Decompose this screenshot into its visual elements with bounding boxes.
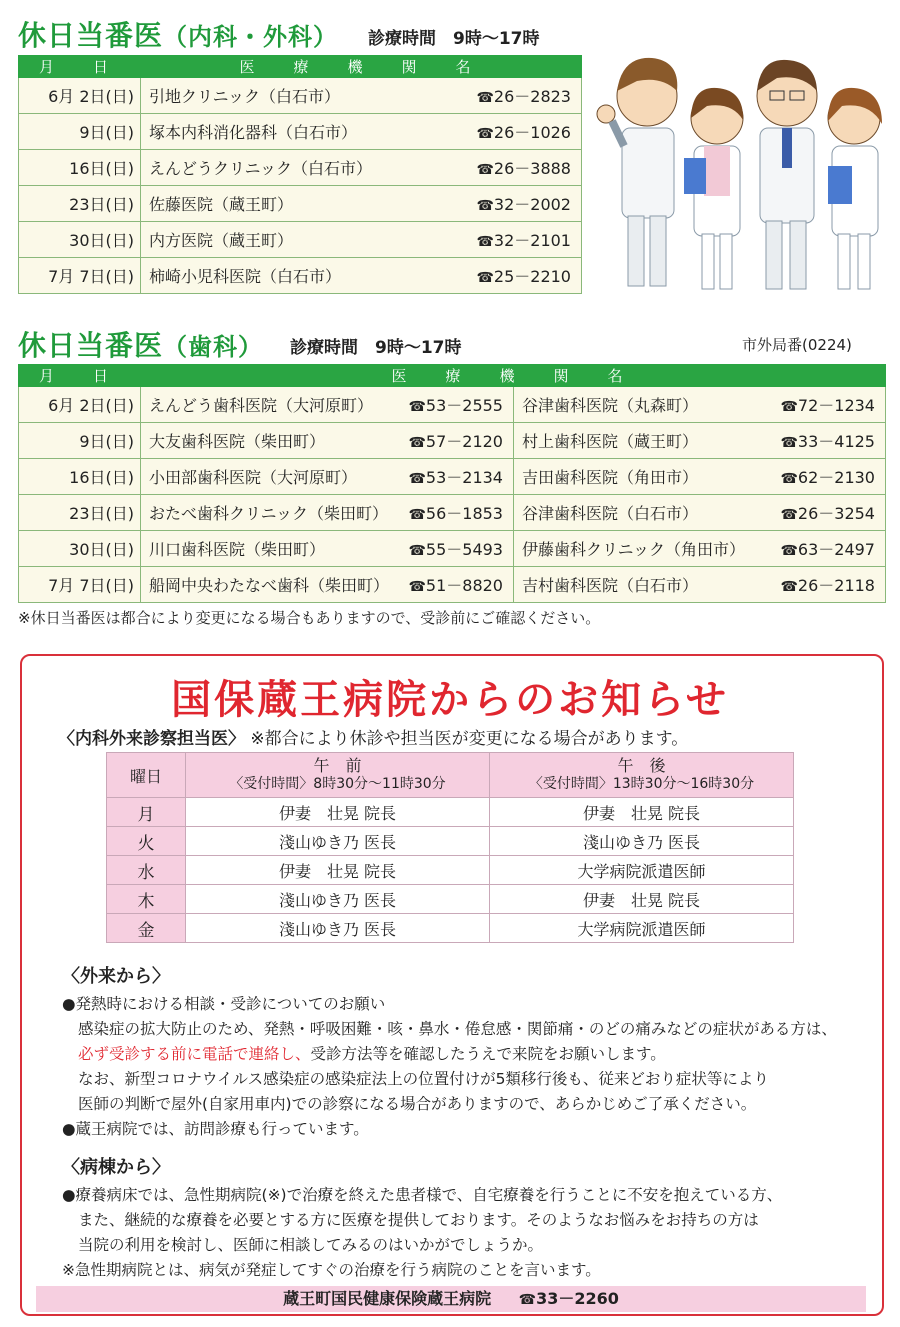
col-name-header: 医 療 機 関 名 (141, 56, 582, 78)
table-row (107, 885, 794, 914)
phone-icon: ☎ (476, 234, 494, 250)
clinic-phone: ☎32－2101 (476, 231, 571, 250)
phone-icon: ☎ (408, 435, 426, 451)
ward-heading: 〈病棟から〉 (62, 1157, 170, 1178)
row-clinic (141, 495, 514, 531)
row-date: 9日(日) (19, 423, 141, 459)
pm-doctor-cell: 淺山ゆき乃 医長 (490, 827, 794, 856)
clinic-name: おたべ歯科クリニック（柴田町） (149, 504, 389, 523)
clinic-name: 塚本内科消化器科（白石市） (149, 123, 358, 142)
clinic-name: えんどうクリニック（白石市） (149, 159, 373, 178)
table-row (19, 459, 886, 495)
table-row (19, 258, 582, 294)
clinic-name: 佐藤医院（蔵王町） (149, 195, 294, 214)
table-header-row (107, 753, 794, 798)
ward-line: ●療養病床では、急性期病院(※)で治療を終えた患者様で、自宅療養を行うことに不安を抱えている方、 (62, 1186, 783, 1204)
internal-title-main: 休日当番医 (18, 19, 164, 52)
clinic-phone: ☎32－2002 (476, 195, 571, 214)
table-row (107, 798, 794, 827)
clinic-phone: ☎26－3888 (476, 159, 571, 178)
weekday-cell: 水 (107, 856, 186, 885)
clinic-phone: ☎51－8820 (408, 576, 503, 595)
clinic-name: 船岡中央わたなべ歯科（柴田町） (149, 576, 390, 595)
row-date: 7月 7日(日) (19, 567, 141, 603)
weekday-cell: 火 (107, 827, 186, 856)
phone-icon: ☎ (780, 435, 798, 451)
clinic-phone: ☎57－2120 (408, 432, 503, 451)
phone-icon: ☎ (780, 579, 798, 595)
nurse-illustration (684, 88, 743, 289)
table-row (19, 387, 886, 423)
row-clinic (514, 423, 886, 459)
phone-icon: ☎ (476, 126, 494, 142)
row-clinic (514, 387, 886, 423)
clinic-name: 谷津歯科医院（丸森町） (522, 396, 699, 415)
ward-line: 当院の利用を検討し、医師に相談してみるのはいかがでしょうか。 (78, 1236, 544, 1254)
row-clinic (141, 423, 514, 459)
phone-icon: ☎ (780, 399, 798, 415)
clinic-phone: ☎63－2497 (780, 540, 875, 559)
duty-change-note: ※休日当番医は都合により変更になる場合もありますので、受診前にご確認ください。 (18, 609, 601, 627)
row-clinic (514, 459, 886, 495)
outpatient-heading: 〈外来から〉 (62, 966, 170, 987)
phone-icon: ☎ (780, 471, 798, 487)
table-row (19, 222, 582, 258)
nurse-illustration (828, 88, 882, 289)
row-date: 9日(日) (19, 114, 141, 150)
clinic-name: 村上歯科医院（蔵王町） (522, 432, 699, 451)
clinic-name: 吉田歯科医院（角田市） (522, 468, 699, 487)
hospital-contact-footer (36, 1286, 866, 1312)
clinic-phone: ☎25－2210 (476, 267, 571, 286)
internal-hours: 診療時間 9時～17時 (368, 29, 540, 49)
col-am-header (186, 753, 490, 798)
am-doctor-cell: 伊妻 壮晃 院長 (186, 856, 490, 885)
table-row (19, 78, 582, 114)
table-row (19, 567, 886, 603)
row-clinic (141, 150, 582, 186)
col-day-header: 曜日 (107, 753, 186, 798)
schedule-heading-line (58, 724, 688, 749)
row-clinic (141, 78, 582, 114)
row-date: 7月 7日(日) (19, 258, 141, 294)
medical-staff-illustration (592, 36, 892, 294)
dental-section-title (18, 324, 263, 364)
outpatient-line: 医師の判断で屋外(自家用車内)での診察になる場合がありますので、あらかじめご了承ください。 (78, 1095, 757, 1113)
table-row (107, 827, 794, 856)
weekday-cell: 金 (107, 914, 186, 943)
table-header-row (19, 365, 886, 387)
hospital-name: 蔵王町国民健康保険蔵王病院 (283, 1289, 492, 1308)
dental-hours: 診療時間 9時～17時 (290, 338, 462, 358)
phone-icon: ☎ (780, 507, 798, 523)
clinic-name: 伊藤歯科クリニック（角田市） (522, 540, 746, 559)
table-row (19, 423, 886, 459)
outpatient-line: 感染症の拡大防止のため、発熱・呼吸困難・咳・鼻水・倦怠感・関節痛・のどの痛みなどの症状がある方は、 (78, 1020, 837, 1038)
clinic-name: 大友歯科医院（柴田町） (149, 432, 326, 451)
call-first-warning: 必ず受診する前に電話で連絡し、 (78, 1045, 311, 1063)
table-row (19, 495, 886, 531)
row-clinic (141, 567, 514, 603)
row-clinic (141, 222, 582, 258)
clinic-phone: ☎62－2130 (780, 468, 875, 487)
clinic-phone: ☎55－5493 (408, 540, 503, 559)
row-clinic (514, 495, 886, 531)
phone-icon: ☎ (476, 198, 494, 214)
clinic-phone: ☎72－1234 (780, 396, 875, 415)
clinic-name: 柿崎小児科医院（白石市） (149, 267, 342, 286)
col-date-header: 月 日 (19, 56, 141, 78)
row-clinic (141, 531, 514, 567)
phone-icon: ☎ (408, 543, 426, 559)
dental-title-main: 休日当番医 (18, 329, 164, 362)
clinic-phone: ☎56－1853 (408, 504, 503, 523)
notice-title: 国保蔵王病院からのお知らせ (171, 677, 729, 723)
col-date-header: 月 日 (19, 365, 141, 387)
row-date: 6月 2日(日) (19, 387, 141, 423)
phone-icon: ☎ (476, 270, 494, 286)
row-clinic (514, 531, 886, 567)
outpatient-line: なお、新型コロナウイルス感染症の感染症法上の位置付けが5類移行後も、従来どおり症状等により (78, 1070, 769, 1088)
weekday-cell: 木 (107, 885, 186, 914)
outpatient-line: 必ず受診する前に電話で連絡し、受診方法等を確認したうえで来院をお願いします。 (78, 1045, 666, 1063)
am-label: 午 前 (313, 756, 362, 775)
clinic-name: 小田部歯科医院（大河原町） (149, 468, 358, 487)
pm-doctor-cell: 伊妻 壮晃 院長 (490, 798, 794, 827)
am-doctor-cell: 淺山ゆき乃 医長 (186, 885, 490, 914)
row-date: 30日(日) (19, 222, 141, 258)
schedule-note: ※都合により休診や担当医が変更になる場合があります。 (250, 729, 689, 749)
row-date: 16日(日) (19, 150, 141, 186)
row-date: 6月 2日(日) (19, 78, 141, 114)
internal-title-sub: （内科・外科） (163, 23, 339, 51)
phone-icon: ☎ (408, 399, 426, 415)
table-row (107, 856, 794, 885)
table-row (19, 531, 886, 567)
outpatient-line: ●蔵王病院では、訪問診療も行っています。 (62, 1120, 369, 1138)
weekday-cell: 月 (107, 798, 186, 827)
table-row (19, 186, 582, 222)
row-clinic (141, 387, 514, 423)
row-date: 23日(日) (19, 186, 141, 222)
phone-icon: ☎ (408, 579, 426, 595)
pm-doctor-cell: 大学病院派遣医師 (490, 856, 794, 885)
clinic-phone: ☎26－2118 (780, 576, 875, 595)
clinic-phone: ☎26－3254 (780, 504, 875, 523)
phone-icon: ☎ (476, 162, 494, 178)
col-pm-header (490, 753, 794, 798)
pm-doctor-cell: 大学病院派遣医師 (490, 914, 794, 943)
clinic-name: 内方医院（蔵王町） (149, 231, 294, 250)
clinic-phone: ☎26－1026 (476, 123, 571, 142)
am-doctor-cell: 淺山ゆき乃 医長 (186, 827, 490, 856)
row-clinic (141, 258, 582, 294)
clinic-name: えんどう歯科医院（大河原町） (149, 396, 374, 415)
row-date: 23日(日) (19, 495, 141, 531)
row-date: 30日(日) (19, 531, 141, 567)
phone-icon: ☎ (476, 90, 494, 106)
hospital-phone: ☎33－2260 (518, 1289, 619, 1308)
phone-icon: ☎ (408, 471, 426, 487)
internal-duty-table (18, 55, 582, 294)
doctor-illustration (757, 60, 817, 289)
pm-label: 午 後 (617, 756, 666, 775)
clinic-name: 吉村歯科医院（白石市） (522, 576, 699, 595)
clinic-phone: ☎33－4125 (780, 432, 875, 451)
pm-reception-hours: 〈受付時間〉13時30分～16時30分 (528, 776, 755, 792)
phone-icon: ☎ (518, 1292, 537, 1308)
clinic-name: 川口歯科医院（柴田町） (149, 540, 326, 559)
row-date: 16日(日) (19, 459, 141, 495)
table-row (107, 914, 794, 943)
row-clinic (141, 186, 582, 222)
clinic-name: 谷津歯科医院（白石市） (522, 504, 699, 523)
clinic-phone: ☎53－2134 (408, 468, 503, 487)
doctor-illustration (597, 58, 677, 286)
ward-line: ※急性期病院とは、病気が発症してすぐの治療を行う病院のことを言います。 (62, 1261, 601, 1279)
row-clinic (141, 114, 582, 150)
row-clinic (514, 567, 886, 603)
area-code: 市外局番(0224) (742, 336, 852, 354)
pm-doctor-cell: 伊妻 壮晃 院長 (490, 885, 794, 914)
ward-line: また、継続的な療養を必要とする方に医療を提供しております。そのようなお悩みをお持ちの方は (78, 1211, 759, 1229)
table-row (19, 150, 582, 186)
am-doctor-cell: 伊妻 壮晃 院長 (186, 798, 490, 827)
phone-icon: ☎ (780, 543, 798, 559)
col-name-header: 医 療 機 関 名 (141, 365, 886, 387)
table-header-row (19, 56, 582, 78)
row-clinic (141, 459, 514, 495)
clinic-phone: ☎26－2823 (476, 87, 571, 106)
internal-section-title (18, 14, 338, 54)
am-reception-hours: 〈受付時間〉8時30分～11時30分 (229, 776, 446, 792)
outpatient-schedule-table (106, 752, 794, 943)
outpatient-line: ●発熱時における相談・受診についてのお願い (62, 995, 386, 1013)
dental-duty-table (18, 364, 886, 603)
dental-title-sub: （歯科） (163, 333, 264, 361)
clinic-name: 引地クリニック（白石市） (149, 87, 341, 106)
schedule-heading: 〈内科外来診察担当医〉 (58, 729, 245, 749)
am-doctor-cell: 淺山ゆき乃 医長 (186, 914, 490, 943)
table-row (19, 114, 582, 150)
phone-icon: ☎ (408, 507, 426, 523)
clinic-phone: ☎53－2555 (408, 396, 503, 415)
